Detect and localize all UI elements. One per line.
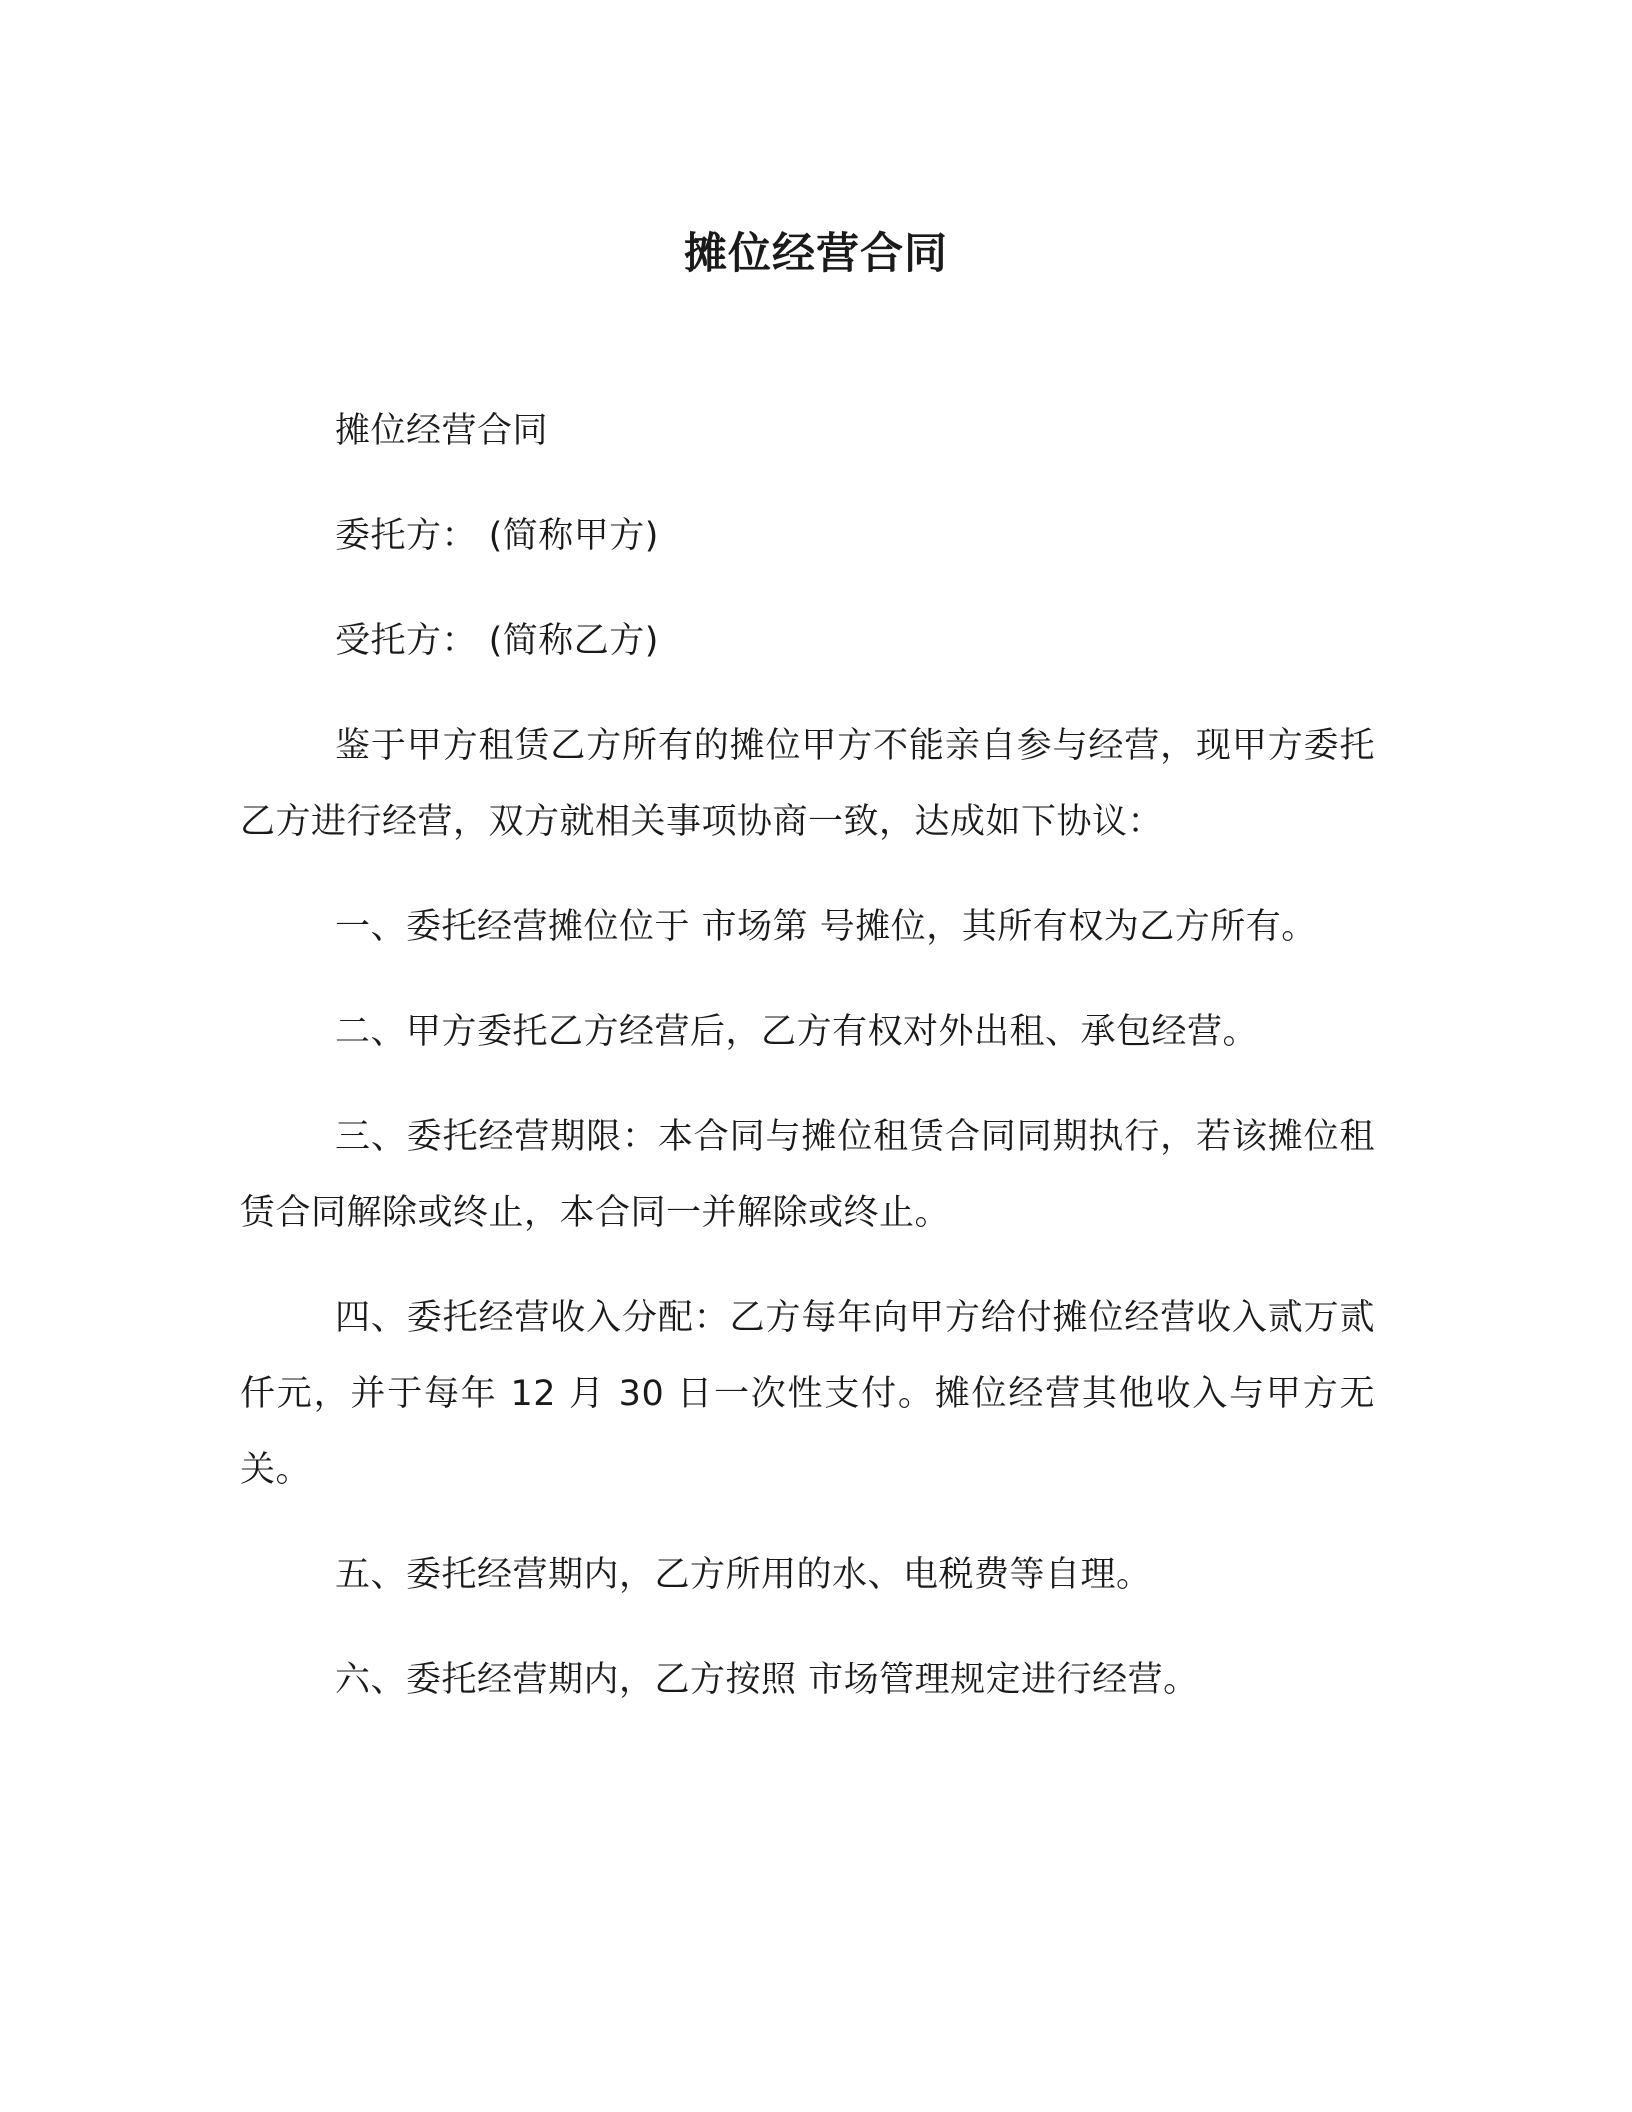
paragraph-heading: 摊位经营合同 bbox=[335, 411, 549, 451]
paragraph-clause-3: 三、委托经营期限：本合同与摊位租赁合同同期执行，若该摊位租赁合同解除或终止，本合同一并解除或终止。 bbox=[240, 1117, 1375, 1233]
paragraph-clause-5: 五、委托经营期内，乙方所用的水、电税费等自理。 bbox=[335, 1555, 1152, 1595]
paragraph-principal: 委托方： (简称甲方) bbox=[335, 516, 659, 556]
paragraph-clause-6: 六、委托经营期内，乙方按照 市场管理规定进行经营。 bbox=[335, 1660, 1199, 1700]
paragraph-agent: 受托方： (简称乙方) bbox=[335, 621, 659, 661]
document-body bbox=[240, 393, 1375, 1747]
paragraph-clause-4: 四、委托经营收入分配：乙方每年向甲方给付摊位经营收入贰万贰仟元，并于每年 12 月 30 日一次性支付。摊位经营其他收入与甲方无关。 bbox=[240, 1298, 1375, 1490]
document-title: 摊位经营合同 bbox=[684, 229, 948, 279]
paragraph-preamble: 鉴于甲方租赁乙方所有的摊位甲方不能亲自参与经营，现甲方委托乙方进行经营，双方就相关事项协商一致，达成如下协议： bbox=[240, 726, 1375, 842]
paragraph-clause-1: 一、委托经营摊位位于 市场第 号摊位，其所有权为乙方所有。 bbox=[335, 907, 1317, 947]
paragraph-clause-2: 二、甲方委托乙方经营后，乙方有权对外出租、承包经营。 bbox=[335, 1012, 1259, 1052]
